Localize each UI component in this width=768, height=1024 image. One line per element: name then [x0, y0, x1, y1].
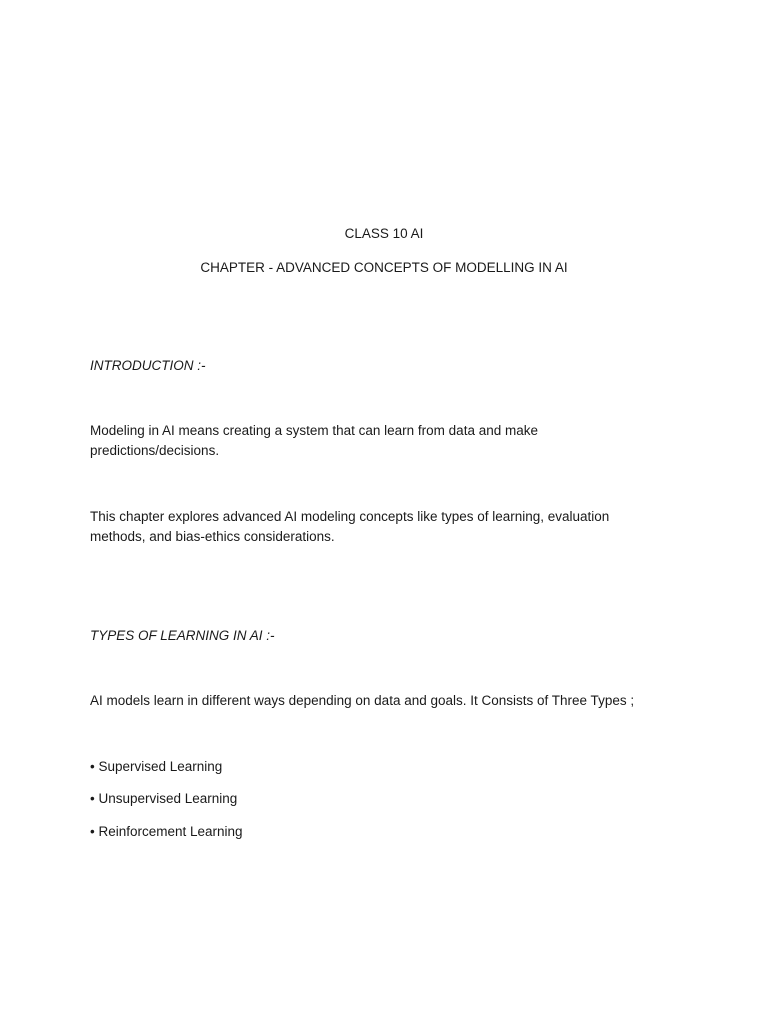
types-of-learning-paragraph: AI models learn in different ways depending on data and goals. It Consists of Three Types ;	[90, 693, 635, 708]
chapter-title: CHAPTER - ADVANCED CONCEPTS OF MODELLING IN AI	[200, 260, 568, 275]
types-of-learning-heading: TYPES OF LEARNING IN AI :-	[90, 628, 275, 643]
introduction-paragraph-2-line-1: This chapter explores advanced AI modeling concepts like types of learning, evaluation	[90, 509, 610, 524]
list-item-unsupervised-learning: • Unsupervised Learning	[90, 791, 238, 806]
introduction-paragraph-1-line-2: predictions/decisions.	[90, 442, 220, 458]
introduction-paragraph-1	[90, 421, 670, 460]
introduction-paragraph-2-line-2: methods, and bias-ethics considerations.	[90, 528, 335, 544]
introduction-paragraph-2	[90, 507, 670, 546]
introduction-paragraph-1-line-1: Modeling in AI means creating a system that can learn from data and make	[90, 423, 538, 438]
class-title: CLASS 10 AI	[344, 226, 424, 241]
list-item-supervised-learning: • Supervised Learning	[90, 759, 223, 774]
introduction-heading: INTRODUCTION :-	[90, 358, 206, 373]
list-item-reinforcement-learning: • Reinforcement Learning	[90, 824, 243, 839]
